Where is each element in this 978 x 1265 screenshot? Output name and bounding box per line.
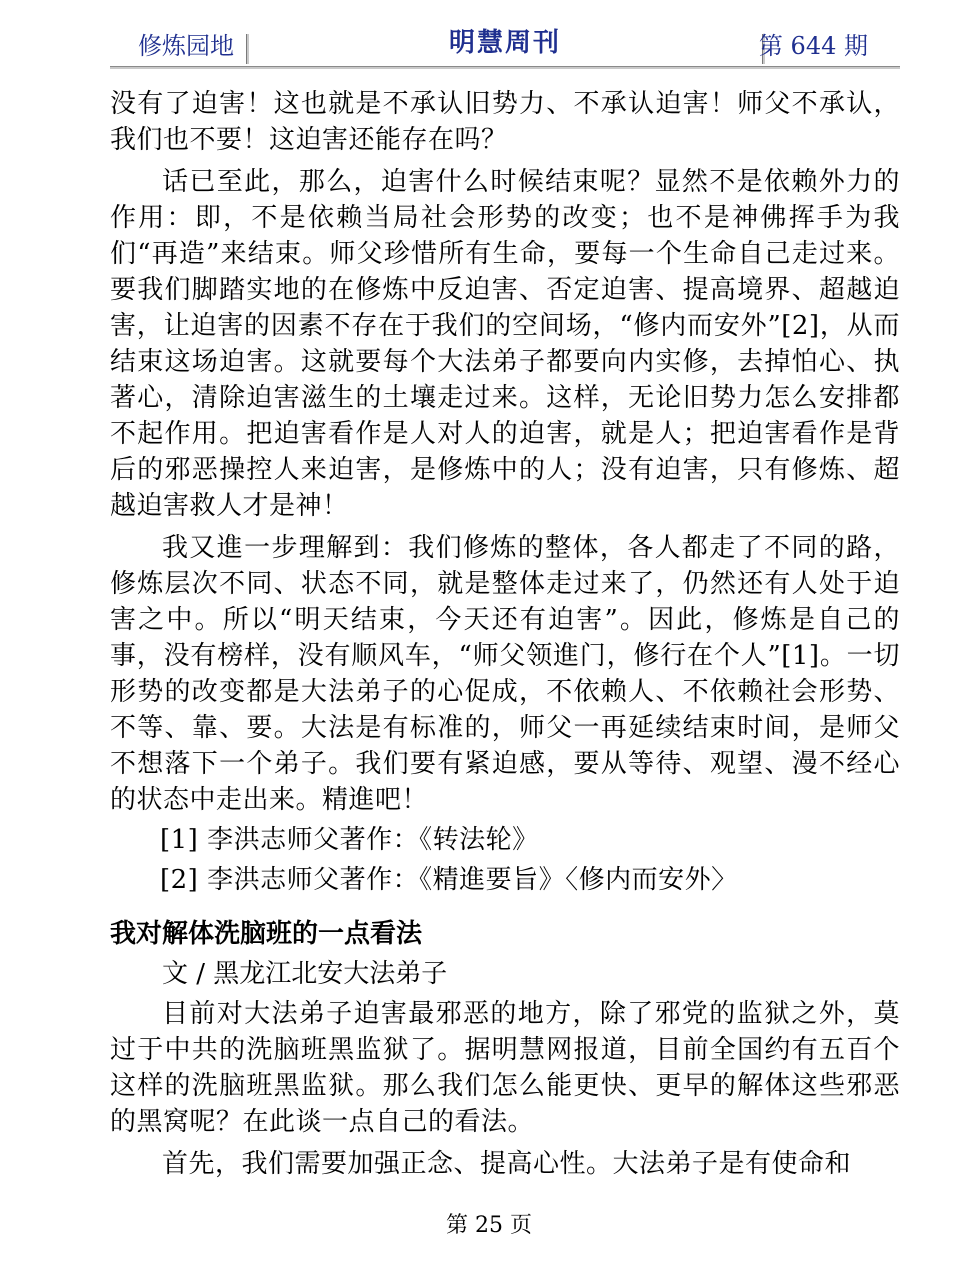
header-rule	[110, 66, 900, 69]
article-byline: 文 / 黑龙江北安大法弟子	[162, 959, 448, 989]
paragraph: 首先，我们需要加强正念、提高心性。大法弟子是有使命和	[162, 1149, 852, 1179]
page-header	[110, 24, 900, 66]
paragraph: 我又進一步理解到：我们修炼的整体，各人都走了不同的路，修炼层次不同、状态不同，就是整体走过来了，仍然还有人处于迫害之中。所以“明天结束，今天还有迫害”。因此，修炼是自己的事，没有榜样，没有顺风车，“师父领進门，修行在个人”[1]。一切形势的改变都是大法弟子的心促成，不依赖人、不依赖社会形势、不等、靠、要。大法是有标准的，师父一再延续结束时间，是师父不想落下一个弟子。我们要有紧迫感，要从等待、观望、漫不经心的状态中走出来。精進吧！	[110, 533, 900, 815]
publication-title: 明慧周刊	[448, 28, 561, 58]
continued-paragraph: 没有了迫害！这也就是不承认旧势力、不承认迫害！师父不承认，我们也不要！这迫害还能存在吗？	[110, 89, 900, 155]
issue-number: 第 644 期	[758, 32, 868, 60]
paragraph: 话已至此，那么，迫害什么时候结束呢？显然不是依赖外力的作用：即，不是依赖当局社会形势的改变；也不是神佛挥手为我们“再造”来结束。师父珍惜所有生命，要每一个生命自己走过来。要我们脚踏实地的在修炼中反迫害、否定迫害、提高境界、超越迫害，让迫害的因素不存在于我们的空间场，“修内而安外”[2]，从而结束这场迫害。这就要每个大法弟子都要向内实修，去掉怕心、执著心，清除迫害滋生的土壤走过来。这样，无论旧势力怎么安排都不起作用。把迫害看作是人对人的迫害，就是人；把迫害看作是背后的邪恶操控人来迫害，是修炼中的人；没有迫害，只有修炼、超越迫害救人才是神！	[110, 167, 900, 521]
footnote-reference: [1] 李洪志师父著作：《转法轮》	[160, 825, 539, 855]
page-number: 第 25 页	[446, 1213, 532, 1238]
paragraph: 目前对大法弟子迫害最邪恶的地方，除了邪党的监狱之外，莫过于中共的洗脑班黑监狱了。据明慧网报道，目前全国约有五百个这样的洗脑班黑监狱。那么我们怎么能更快、更早的解体这些邪恶的黑窝呢？在此谈一点自己的看法。	[110, 999, 900, 1137]
header-section-label: 修炼园地	[138, 32, 234, 60]
footnote-reference: [2] 李洪志师父著作：《精進要旨》〈修内而安外〉	[160, 865, 738, 895]
article-title: 我对解体洗脑班的一点看法	[110, 919, 423, 949]
page-content	[110, 86, 900, 1182]
